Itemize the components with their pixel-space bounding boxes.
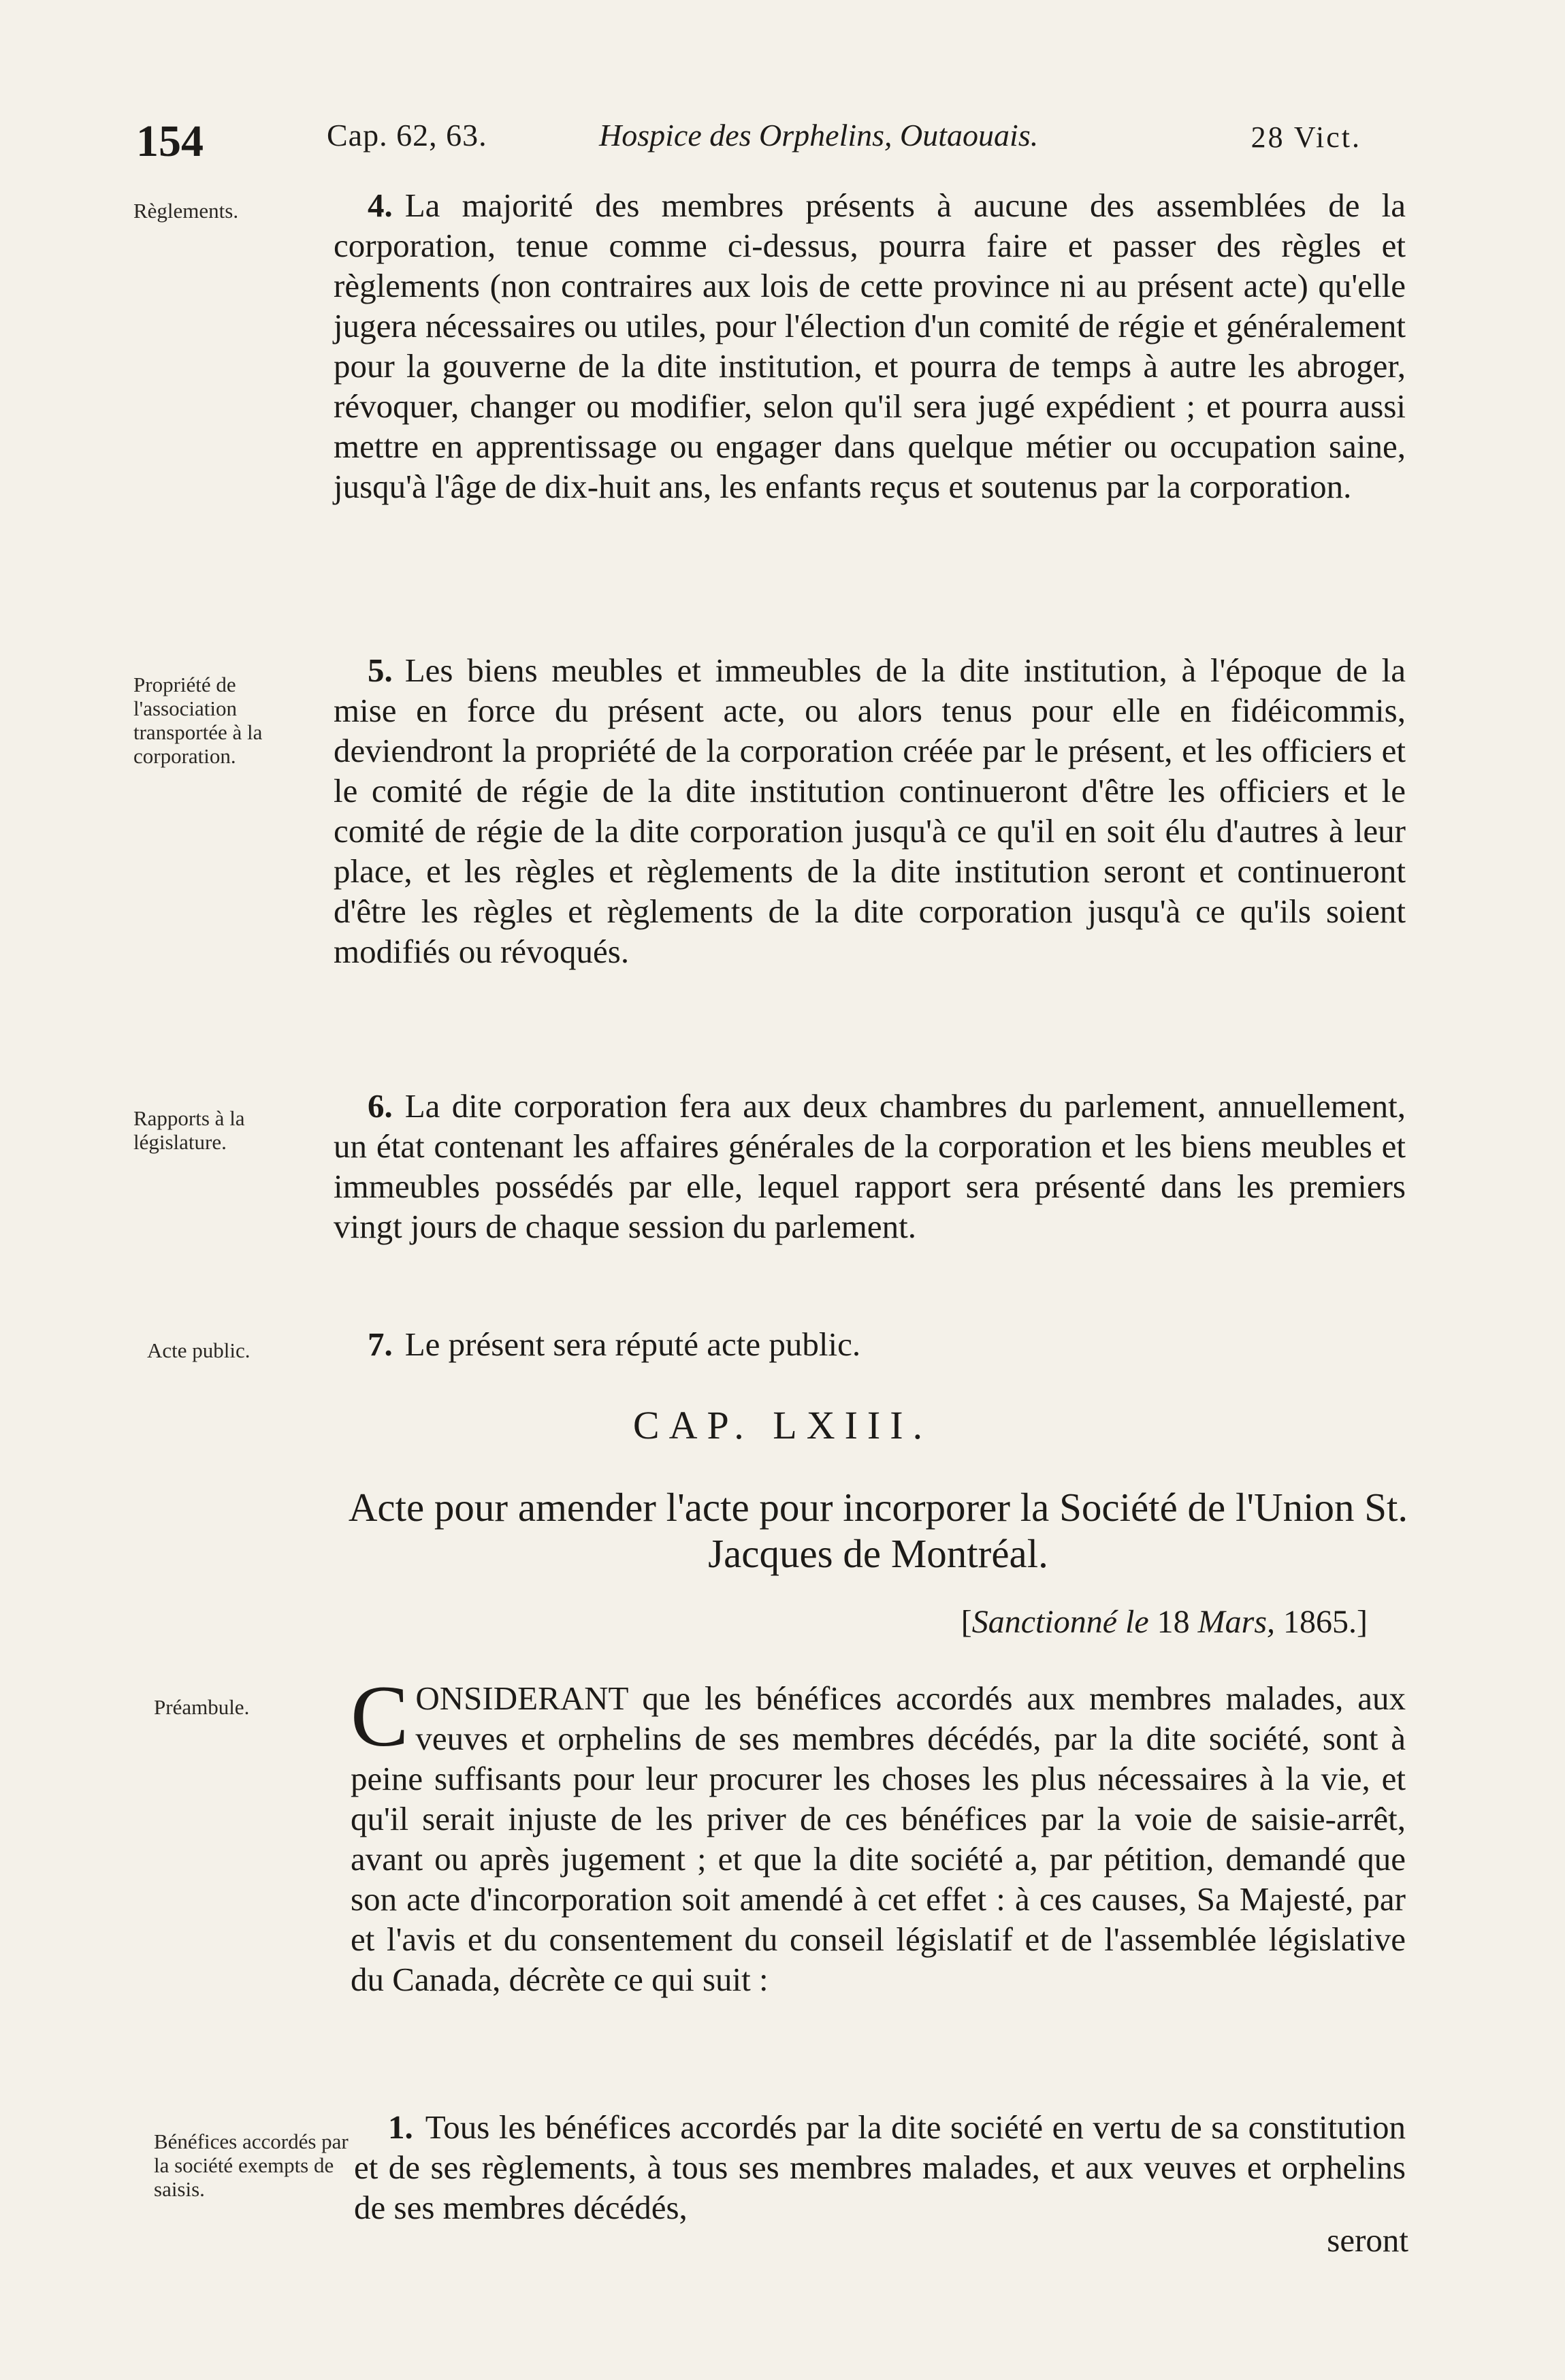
sanction-label: Sanctionné le: [971, 1604, 1149, 1640]
sanction-month: Mars,: [1197, 1604, 1276, 1640]
section-6: [334, 1086, 1406, 1247]
cap63-section-1-text: Tous les bénéfices accordés par la dite société en vertu de sa constitution et de ses règlements, à tous ses membres malades, et aux veuves et orphelins de ses membres décédés,: [354, 2108, 1406, 2226]
act-title: Acte pour amender l'acte pour incorporer la Société de l'Union St. Jacques de Montréal.: [348, 1485, 1408, 1576]
chapter-title: CAP. LXIII.: [632, 1403, 933, 1447]
running-title: Hospice des Orphelins, Outaouais.: [599, 118, 1039, 152]
section-4-text: La majorité des membres présents à aucune des assemblées de la corporation, tenue comme ci-dessus, pourra faire et passer des règles et règlements (non contraires aux lois de cette province ni au présent acte) qu'elle jugera nécessaires ou utiles, pour l'élection d'un comité de régie et généralement pour la gouverne de la dite institution, et pourra de temps à autre les abroger, révoquer, changer ou modifier, selon qu'il sera jugé expédient ; et pourra aussi mettre en apprentissage ou engager dans quelque métier ou occupation saine, jusqu'à l'âge de dix-huit ans, les enfants reçus et soutenus par la corporation.: [334, 187, 1406, 505]
section-7-text: Le présent sera réputé acte public.: [404, 1325, 861, 1363]
running-header: [129, 109, 1368, 170]
margin-note-rapports: Rapports à la législature.: [133, 1106, 245, 1154]
preamble-dropcap: C: [351, 1668, 409, 1765]
preamble: [351, 1668, 1406, 1999]
regnal-year: 28 Vict.: [1251, 120, 1361, 154]
margin-note-preambule: Préambule.: [154, 1695, 250, 1719]
section-6-text: La dite corporation fera aux deux chambres du parlement, annuellement, un état contenant les affaires générales de la corporation et les biens meubles et immeubles possédés par elle, lequel rapport sera présenté dans les premiers vingt jours de chaque session du parlement.: [334, 1087, 1406, 1245]
section-4-number: 4.: [368, 187, 393, 224]
section-7-number: 7.: [368, 1325, 393, 1363]
section-7: [334, 1324, 1406, 1364]
preamble-text: que les bénéfices accordés aux membres malades, aux veuves et orphelins de ses membres décédés, par la dite société, sont à peine suffisants pour leur procurer les choses les plus nécessaires à la vie, et qu'il serait injuste de les priver de ces bénéfices par la voie de saisie-arrêt, avant ou après jugement ; et que la dite société a, par pétition, demandé que son acte d'incorporation soit amendé à cet effet : à ces causes, Sa Majesté, par et l'avis et du consentement du conseil législatif et de l'assemblée législative du Canada, décrète ce qui suit :: [351, 1679, 1406, 1998]
section-4: [334, 185, 1406, 506]
margin-note-acte-public: Acte public.: [147, 1338, 251, 1362]
sanction-date: [961, 1603, 1368, 1641]
margin-note-propriete: Propriété de l'association transportée à la corporation.: [133, 673, 263, 768]
margin-note-benefices: Bénéfices accordés par la société exempts de saisis.: [154, 2129, 349, 2201]
cap63-section-1: [354, 2107, 1406, 2228]
cap63-section-1-number: 1.: [388, 2108, 413, 2146]
section-5: [334, 650, 1406, 971]
sanction-day: 18: [1157, 1604, 1190, 1640]
section-6-number: 6.: [368, 1087, 393, 1125]
chapter-reference: Cap. 62, 63.: [327, 118, 487, 152]
sanction-open-bracket: [: [961, 1604, 972, 1640]
sanction-year: 1865.]: [1283, 1604, 1368, 1640]
preamble-first-word: ONSIDERANT: [415, 1679, 628, 1717]
margin-note-reglements: Règlements.: [133, 199, 239, 223]
page-number: 154: [136, 116, 204, 166]
catchword: seront: [1327, 2221, 1408, 2259]
section-5-number: 5.: [368, 652, 393, 689]
section-5-text: Les biens meubles et immeubles de la dite institution, à l'époque de la mise en force du présent acte, ou alors tenus pour elle en fidéicommis, deviendront la propriété de la corporation créée par le présent, et les officiers et le comité de régie de la dite institution continueront d'être les officiers et le comité de régie de la dite corporation jusqu'à ce qu'il en soit élu d'autres à leur place, et les règles et règlements de la dite institution seront et continueront d'être les règles et règlements de la dite corporation jusqu'à ce qu'ils soient modifiés ou révoqués.: [334, 652, 1406, 970]
